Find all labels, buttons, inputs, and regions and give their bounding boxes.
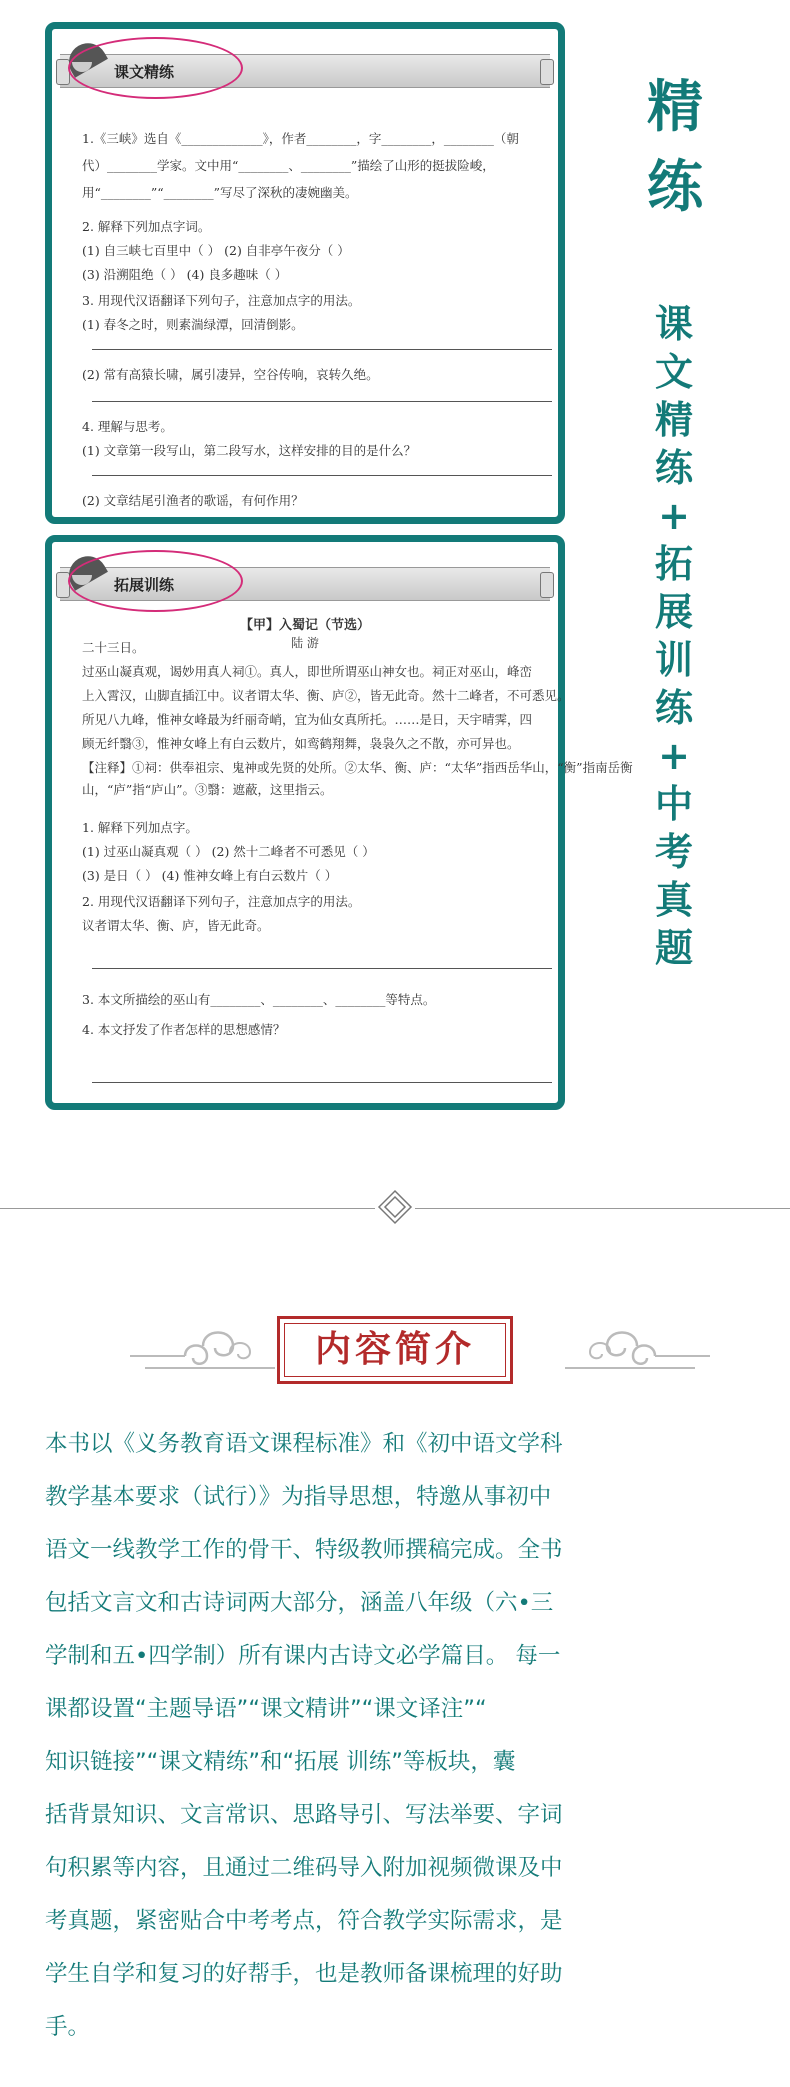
- side-heading: [640, 68, 710, 228]
- text-line: 1.《三峡》选自《_____________》，作者________，字________，________（朝: [82, 131, 519, 146]
- text-line: (3) 沿溯阻绝（ ） (4) 良多趣味（ ）: [82, 267, 288, 282]
- side-char: 练: [647, 155, 703, 220]
- cloud-ornament-icon: [125, 1316, 295, 1376]
- side-char: 文: [654, 350, 693, 394]
- text-line: 2. 用现代汉语翻译下列句子，注意加点字的用法。: [82, 894, 361, 909]
- text-line: 3. 本文所描绘的巫山有________、________、________等特点。: [82, 992, 436, 1007]
- side-char: 精: [654, 398, 693, 442]
- text-line: (2) 文章结尾引渔者的歌谣，有何作用？: [82, 493, 304, 508]
- intro-line: 包括文言文和古诗词两大部分，涵盖八年级（六•三: [45, 1590, 554, 1616]
- side-char: +: [658, 734, 690, 778]
- text-line: 顾无纤翳③，惟神女峰上有白云数片，如鸾鹤翔舞，袅袅久之不散，亦可异也。: [82, 736, 520, 751]
- text-line: 用“________”“________”写尽了深秋的凄婉幽美。: [82, 185, 358, 200]
- intro-body: [45, 1418, 750, 2054]
- side-char: 题: [654, 926, 693, 970]
- passage-heading: 【甲】入蜀记（节选）: [239, 618, 370, 633]
- text-line: 山，“庐”指“庐山”。③翳：遮蔽，这里指云。: [82, 782, 333, 797]
- answer-line: [92, 475, 552, 476]
- text-line: 过巫山凝真观，谒妙用真人祠①。真人，即世所谓巫山神女也。祠正对巫山，峰峦: [82, 664, 533, 679]
- side-char: 精: [647, 75, 703, 140]
- text-line: (1) 过巫山凝真观（ ） (2) 然十二峰者不可悉见（ ）: [82, 844, 375, 859]
- side-char: 练: [654, 686, 693, 730]
- text-line: 3. 用现代汉语翻译下列句子，注意加点字的用法。: [82, 293, 361, 308]
- text-line: (1) 自三峡七百里中（ ） (2) 自非亭午夜分（ ）: [82, 243, 350, 258]
- side-char: 展: [654, 590, 693, 634]
- intro-line: 教学基本要求（试行）》为指导思想，特邀从事初中: [45, 1484, 552, 1510]
- text-line: 【注释】①祠：供奉祖宗、鬼神或先贤的处所。②太华、衡、庐：“太华”指西岳华山，“衡”指南岳衡: [82, 760, 633, 775]
- cloud-ornament-icon: [545, 1316, 715, 1376]
- answer-line: [92, 968, 552, 969]
- text-line: (1) 春冬之时，则素湍绿潭，回清倒影。: [82, 317, 304, 332]
- side-char: 拓: [654, 542, 693, 586]
- divider-line: [415, 1208, 790, 1209]
- intro-line: 括背景知识、文言常识、思路导引、写法举要、字词: [45, 1802, 563, 1828]
- text-line: 上入霄汉，山脚直插江中。议者谓太华、衡、庐②，皆无此奇。然十二峰者，不可悉见。: [82, 688, 570, 703]
- text-line: 代）________学家。文中用“________、________”描绘了山形的挺拔险峻，: [82, 158, 495, 173]
- text-line: 2. 解释下列加点字词。: [82, 219, 211, 234]
- passage-author: 陆 游: [291, 636, 319, 650]
- intro-line: 课都设置“主题导语”“课文精讲”“课文译注”“: [45, 1696, 487, 1722]
- highlight-oval: [68, 550, 243, 612]
- intro-title: 内容简介: [314, 1329, 475, 1370]
- side-char: 真: [654, 878, 693, 922]
- text-line: 1. 解释下列加点字。: [82, 820, 198, 835]
- diamond-icon: [378, 1190, 412, 1224]
- text-line: 二十三日。: [82, 640, 145, 655]
- side-char: 考: [654, 830, 693, 874]
- intro-line: 语文一线教学工作的骨干、特级教师撰稿完成。全书: [45, 1537, 563, 1563]
- side-char: 练: [654, 446, 693, 490]
- answer-line: [92, 1082, 552, 1083]
- side-char: 课: [654, 302, 693, 346]
- exercise-card-1: [45, 22, 565, 524]
- text-line: 4. 本文抒发了作者怎样的思想感情？: [82, 1022, 286, 1037]
- text-line: (2) 常有高猿长啸，属引凄异，空谷传响，哀转久绝。: [82, 367, 379, 382]
- text-line: (3) 是日（ ） (4) 惟神女峰上有白云数片（ ）: [82, 868, 338, 883]
- text-line: 所见八九峰，惟神女峰最为纤丽奇峭，宜为仙女真所托。……是日，天宇晴霁，四: [82, 712, 533, 727]
- side-char: 中: [654, 782, 693, 826]
- exercise-card-2: [45, 535, 633, 1110]
- intro-line: 知识链接”“课文精练”和“拓展 训练”等板块，囊: [45, 1749, 516, 1775]
- intro-line: 考真题，紧密贴合中考考点，符合教学实际需求，是: [45, 1908, 563, 1934]
- side-subheading: [648, 300, 700, 972]
- side-char: 训: [654, 638, 693, 682]
- text-line: 4. 理解与思考。: [82, 419, 173, 434]
- section-title: 课文精练: [114, 63, 175, 81]
- answer-line: [92, 401, 552, 402]
- answer-line: [92, 349, 552, 350]
- section-title: 拓展训练: [114, 576, 175, 594]
- intro-line: 学制和五•四学制）所有课内古诗文必学篇目。 每一: [45, 1643, 561, 1669]
- intro-line: 句积累等内容，且通过二维码导入附加视频微课及中: [45, 1855, 563, 1881]
- intro-title-box: [277, 1316, 513, 1384]
- divider-line: [0, 1208, 375, 1209]
- side-char: +: [658, 494, 690, 538]
- text-line: (1) 文章第一段写山，第二段写水，这样安排的目的是什么？: [82, 443, 417, 458]
- intro-line: 手。: [45, 2014, 91, 2040]
- highlight-oval: [68, 37, 243, 99]
- intro-line: 本书以《义务教育语文课程标准》和《初中语文学科: [45, 1431, 563, 1457]
- intro-line: 学生自学和复习的好帮手，也是教师备课梳理的好助: [45, 1961, 563, 1987]
- text-line: 议者谓太华、衡、庐，皆无此奇。: [82, 918, 270, 933]
